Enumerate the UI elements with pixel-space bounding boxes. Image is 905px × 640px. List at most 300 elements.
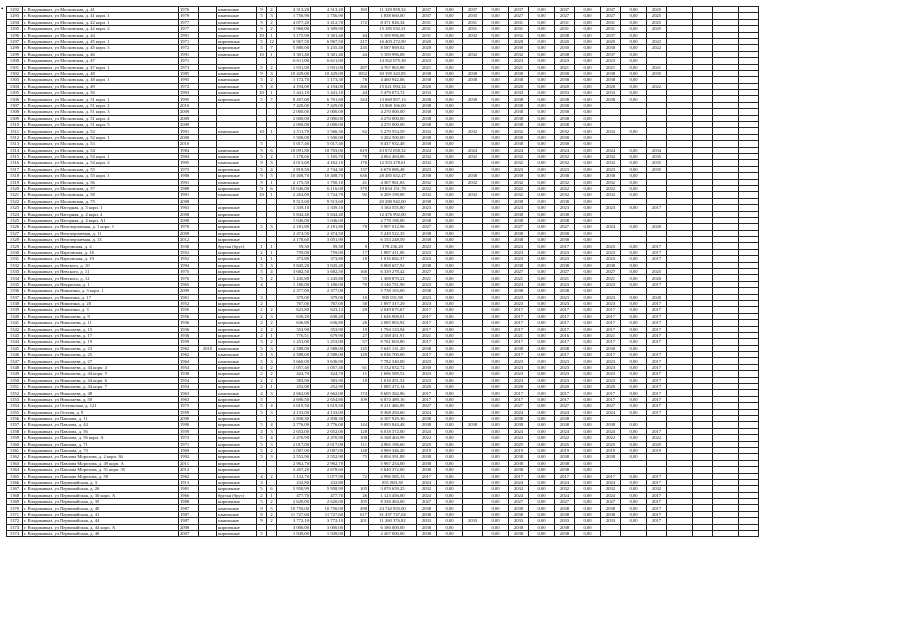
estimated-cost-cell: 1 897 317,29 — [369, 300, 417, 306]
cost-cell: 0,00 — [437, 179, 463, 185]
cost-cell: 0,00 — [483, 102, 509, 108]
address-cell: г. Владикавказ, ул Николаева, д. 27 — [23, 358, 179, 364]
repair-year-cell: 2017 — [417, 390, 437, 396]
floors-cell: 2 — [257, 384, 267, 390]
living-area-cell: 2 962,70 — [311, 460, 345, 466]
cost-cell: 0,00 — [483, 416, 509, 422]
living-area-cell: 3 051,90 — [311, 237, 345, 243]
wall-material-cell: кирпичные — [217, 447, 257, 453]
cost-cell: 0,00 — [529, 377, 555, 383]
cost-cell: 0,00 — [575, 403, 601, 409]
repair-year-cell: 2038 — [601, 96, 621, 102]
repair-year-cell: 2021 — [417, 332, 437, 338]
estimated-cost-cell: 15 868 166,00 — [369, 102, 417, 108]
cost-cell: 0,00 — [483, 435, 509, 441]
residents-cell: 108 — [351, 435, 369, 441]
repair-year-cell: 2021 — [555, 275, 575, 281]
wall-material-cell: панельные — [217, 26, 257, 32]
repair-year-cell: 2017 — [555, 390, 575, 396]
cost-cell: 0,00 — [437, 32, 463, 38]
cost-cell: 0,00 — [483, 115, 509, 121]
cost-cell: 0,00 — [621, 454, 647, 460]
build-year-cell: 1959 — [179, 428, 199, 434]
address-cell: г. Владикавказ, ул Николаева, д. 44 корп. 4 — [23, 364, 179, 370]
cost-cell: 0,00 — [575, 320, 601, 326]
entrances-cell: 1 — [267, 192, 277, 198]
floors-cell: 4 — [257, 281, 267, 287]
row-number-cell: 1371 — [7, 511, 23, 517]
estimated-cost-cell: 3 146 751,90 — [369, 281, 417, 287]
cost-cell: 0,00 — [529, 237, 555, 243]
reconstruction-year-cell: 2010 — [199, 345, 217, 351]
repair-year-cell: 2017 — [555, 307, 575, 313]
repair-year-cell: 2027 — [601, 269, 621, 275]
estimated-cost-cell: 6 036 700,00 — [369, 352, 417, 358]
living-area-cell: 3 309,90 — [311, 26, 345, 32]
cost-cell: 0,00 — [621, 377, 647, 383]
build-year-cell: 1971 — [179, 58, 199, 64]
repair-year-cell: 2038 — [555, 454, 575, 460]
cost-cell: 0,00 — [621, 384, 647, 390]
total-area-cell: 1 949,00 — [277, 531, 311, 537]
cost-cell: 0,00 — [621, 38, 647, 44]
estimated-cost-cell: 1 085 472,14 — [369, 384, 417, 390]
repair-year-cell: 2017 — [647, 249, 667, 255]
repair-year-cell: 2017 — [509, 390, 529, 396]
estimated-cost-cell: 4 270 000,00 — [369, 109, 417, 115]
wall-material-cell: кирпичные — [217, 320, 257, 326]
cost-cell: 0,00 — [437, 243, 463, 249]
living-area-cell: 1 724,70 — [311, 192, 345, 198]
total-area-cell: 2 511,70 — [277, 128, 311, 134]
address-cell: г. Владикавказ, ул Московская, д. 41 — [23, 7, 179, 13]
repair-year-cell: 2038 — [509, 454, 529, 460]
living-area-cell: 1 253,00 — [311, 339, 345, 345]
build-year-cell: 1973 — [179, 64, 199, 70]
repair-year-cell: 2023 — [555, 249, 575, 255]
build-year-cell: 1971 — [179, 38, 199, 44]
repair-year-cell: 2023 — [509, 166, 529, 172]
address-cell: г. Владикавказ, ул Николаева, д. 25 — [23, 352, 179, 358]
entrances-cell: 7 — [267, 96, 277, 102]
repair-year-cell: 2017 — [601, 473, 621, 479]
total-area-cell: 1 172,70 — [277, 77, 311, 83]
cost-cell: 0,00 — [575, 390, 601, 396]
row-number-cell: 1367 — [7, 486, 23, 492]
estimated-cost-cell: 7 782 340,00 — [369, 358, 417, 364]
residents-cell: 62 — [351, 128, 369, 134]
repair-year-cell: 2027 — [555, 403, 575, 409]
residents-cell: 44 — [351, 51, 369, 57]
build-year-cell: 1956 — [179, 313, 199, 319]
entrances-cell: 6 — [267, 185, 277, 191]
cost-cell: 0,00 — [437, 185, 463, 191]
address-cell: г. Владикавказ, ул Николаева, д. 44 корп. 5 — [23, 371, 179, 377]
floors-cell: 5 — [257, 45, 267, 51]
repair-year-cell: 2017 — [647, 384, 667, 390]
floors-cell: 4 — [257, 473, 267, 479]
repair-year-cell: 2038 — [417, 173, 437, 179]
floors-cell: 2 — [257, 249, 267, 255]
repair-year-cell: 2032 — [555, 128, 575, 134]
total-area-cell: 2 377,00 — [277, 288, 311, 294]
repair-year-cell: 2031 — [509, 26, 529, 32]
cost-cell: 0,00 — [437, 269, 463, 275]
total-area-cell: 6 967,50 — [277, 38, 311, 44]
total-area-cell: 3 682,50 — [277, 269, 311, 275]
repair-year-cell: 2023 — [601, 377, 621, 383]
repair-year-cell: 2038 — [417, 230, 437, 236]
cost-cell: 0,00 — [621, 364, 647, 370]
repair-year-cell: 2017 — [647, 390, 667, 396]
repair-year-cell: 2023 — [555, 371, 575, 377]
residents-cell: 26 — [351, 492, 369, 498]
living-area-cell: 252,90 — [311, 384, 345, 390]
residents-cell: 128 — [351, 428, 369, 434]
estimated-cost-cell: 6 004 391,88 — [369, 454, 417, 460]
repair-year-cell: 2024 — [555, 409, 575, 415]
repair-year-cell: 2023 — [601, 249, 621, 255]
row-number-cell: 1326 — [7, 224, 23, 230]
cost-cell: 0,00 — [437, 281, 463, 287]
address-cell: г. Владикавказ, ул Неисчерпаемая, д. 13 — [23, 237, 179, 243]
address-cell: г. Владикавказ, ул Первомайская, д. 3 — [23, 479, 179, 485]
cost-cell: 0,00 — [529, 192, 555, 198]
cost-cell: 0,00 — [575, 300, 601, 306]
row-number-cell: 1338 — [7, 300, 23, 306]
total-area-cell: 3 660,00 — [277, 358, 311, 364]
cost-cell: 0,00 — [437, 83, 463, 89]
living-area-cell: 1 931,00 — [311, 64, 345, 70]
row-number-cell: 1312 — [7, 134, 23, 140]
repair-year-cell: 2023 — [555, 364, 575, 370]
cost-cell: 0,00 — [529, 173, 555, 179]
cost-cell: 0,00 — [529, 371, 555, 377]
cost-cell: 0,00 — [483, 396, 509, 402]
address-cell: г. Владикавказ, ул Московская, д. 42 корп. 2 — [23, 26, 179, 32]
cost-cell: 0,00 — [621, 326, 647, 332]
repair-year-cell: 2032 — [601, 128, 621, 134]
repair-year-cell: 2017 — [417, 339, 437, 345]
wall-material-cell: кирпичные — [217, 230, 257, 236]
repair-year-cell: 2038 — [417, 416, 437, 422]
entrances-cell: 3 — [267, 313, 277, 319]
cost-cell: 0,00 — [575, 122, 601, 128]
build-year-cell: 1990 — [179, 422, 199, 428]
residents-cell: 174 — [351, 390, 369, 396]
total-area-cell: 2 776,00 — [277, 422, 311, 428]
repair-year-cell: 2017 — [647, 313, 667, 319]
entrances-cell: 3 — [267, 70, 277, 76]
repair-year-cell: 2037 — [417, 7, 437, 13]
floors-cell: 5 — [257, 345, 267, 351]
cost-cell: 0,00 — [483, 511, 509, 517]
cost-cell: 0,00 — [529, 467, 555, 473]
residents-cell: 72 — [351, 473, 369, 479]
repair-year-cell: 2017 — [647, 364, 667, 370]
wall-material-cell: кирпичные — [217, 166, 257, 172]
residents-cell: 109 — [351, 396, 369, 402]
row-number-cell: 1328 — [7, 237, 23, 243]
repair-year-cell: 2017 — [647, 243, 667, 249]
row-number-cell: 1293 — [7, 13, 23, 19]
living-area-cell: 373,80 — [311, 256, 345, 262]
repair-year-cell: 2023 — [417, 377, 437, 383]
repair-year-cell: 2038 — [417, 511, 437, 517]
estimated-cost-cell: 6 209 199,88 — [369, 192, 417, 198]
build-year-cell: 2011 — [179, 460, 199, 466]
estimated-cost-cell: 6 605 362,86 — [369, 390, 417, 396]
estimated-cost-cell: 5 249 522,35 — [369, 230, 417, 236]
repair-year-cell: 2032 — [509, 32, 529, 38]
cost-cell: 0,00 — [529, 499, 555, 505]
repair-year-cell: 2032 — [417, 192, 437, 198]
cost-cell: 0,00 — [529, 58, 555, 64]
wall-material-cell: кирпичные — [217, 262, 257, 268]
cost-cell: 0,00 — [529, 441, 555, 447]
repair-year-cell: 2032 — [555, 153, 575, 159]
repair-year-cell: 2019 — [509, 447, 529, 453]
repair-year-cell: 2021 — [647, 64, 667, 70]
entrances-cell: 2 — [267, 19, 277, 25]
cost-cell: 0,00 — [483, 243, 509, 249]
address-cell: г. Владикавказ, ул Московская, д. 51 корп. 4 — [23, 115, 179, 121]
living-area-cell: 636,80 — [311, 320, 345, 326]
repair-year-cell: 2023 — [555, 58, 575, 64]
cost-cell: 0,00 — [437, 332, 463, 338]
cost-cell: 0,00 — [529, 364, 555, 370]
repair-year-cell: 2017 — [417, 352, 437, 358]
repair-year-cell: 2038 — [509, 198, 529, 204]
repair-year-cell: 2019 — [555, 447, 575, 453]
repair-year-cell: 2023 — [417, 294, 437, 300]
wall-material-cell: кирпичные — [217, 281, 257, 287]
repair-year-cell: 2027 — [555, 269, 575, 275]
repair-year-cell: 2038 — [509, 122, 529, 128]
total-area-cell: 1 339,10 — [277, 205, 311, 211]
repair-year-cell: 2035 — [647, 160, 667, 166]
cost-cell: 0,00 — [483, 153, 509, 159]
build-year-cell: 1952 — [179, 249, 199, 255]
entrances-cell: 3 — [267, 441, 277, 447]
row-number-cell: 1327 — [7, 230, 23, 236]
entrances-cell: 1 — [267, 249, 277, 255]
repair-year-cell: 2038 — [555, 524, 575, 530]
repair-year-cell: 2024 — [509, 409, 529, 415]
address-cell: г. Владикавказ, ул Московская, д. 56 — [23, 179, 179, 185]
estimated-cost-cell: 11 260 376,82 — [369, 518, 417, 524]
floors-cell: 10 — [257, 128, 267, 134]
repair-year-cell: 2038 — [601, 262, 621, 268]
floors-cell: 5 — [257, 64, 267, 70]
repair-year-cell: 2017 — [601, 313, 621, 319]
build-year-cell: 1995 — [179, 160, 199, 166]
floors-cell: 9 — [257, 511, 267, 517]
residents-cell: 148 — [351, 447, 369, 453]
address-cell: г. Владикавказ, ул Первомайская, д. 44 — [23, 518, 179, 524]
entrances-cell: 4 — [267, 83, 277, 89]
cost-cell: 0,00 — [483, 147, 509, 153]
cost-cell: 0,00 — [437, 77, 463, 83]
residents-cell: 166 — [351, 269, 369, 275]
cost-cell: 0,00 — [483, 45, 509, 51]
cost-cell: 0,00 — [529, 38, 555, 44]
total-area-cell: 4 077,20 — [277, 19, 311, 25]
row-number-cell: 1319 — [7, 179, 23, 185]
repair-year-cell: 2038 — [555, 422, 575, 428]
wall-material-cell: панельные — [217, 345, 257, 351]
cost-cell: 0,00 — [437, 256, 463, 262]
repair-year-cell: 2027 — [601, 13, 621, 19]
total-area-cell: 4 013,60 — [277, 160, 311, 166]
repair-year-cell: 2017 — [555, 339, 575, 345]
cost-cell: 0,00 — [621, 300, 647, 306]
repair-year-cell: 2038 — [509, 141, 529, 147]
repair-year-cell: 2027 — [509, 269, 529, 275]
entrances-cell: 2 — [267, 511, 277, 517]
cost-cell: 0,00 — [575, 262, 601, 268]
wall-material-cell: кирпичные — [217, 211, 257, 217]
repair-year-cell: 2038 — [555, 460, 575, 466]
row-number-cell: 1345 — [7, 345, 23, 351]
repair-year-cell: 2023 — [509, 281, 529, 287]
floors-cell: 5 — [257, 96, 267, 102]
cost-cell: 0,00 — [575, 281, 601, 287]
repair-year-cell: 2017 — [647, 428, 667, 434]
repair-year-cell: 2023 — [601, 58, 621, 64]
total-area-cell: 10 408,70 — [277, 173, 311, 179]
cost-cell: 0,00 — [437, 13, 463, 19]
cost-cell: 0,00 — [575, 147, 601, 153]
cost-cell: 0,00 — [437, 153, 463, 159]
cost-cell: 0,00 — [483, 447, 509, 453]
repair-year-cell: 2038 — [417, 505, 437, 511]
cost-cell: 0,00 — [575, 19, 601, 25]
living-area-cell: 3 619,50 — [311, 403, 345, 409]
estimated-cost-cell: 20 280 942,00 — [369, 198, 417, 204]
repair-year-cell: 2024 — [509, 147, 529, 153]
register-table-container — [6, 6, 759, 537]
floors-cell: 5 — [257, 396, 267, 402]
repair-year-cell: 2025 — [647, 19, 667, 25]
address-cell: г. Владикавказ, ул Нагорная, д. 4 корп. А1 — [23, 217, 179, 223]
wall-material-cell: панельные — [217, 153, 257, 159]
cost-cell: 0,00 — [437, 26, 463, 32]
estimated-cost-cell: 4 270 000,00 — [369, 122, 417, 128]
wall-material-cell: панельные — [217, 390, 257, 396]
cost-cell: 0,00 — [575, 326, 601, 332]
repair-year-cell: 2020 — [647, 275, 667, 281]
repair-year-cell: 2017 — [647, 396, 667, 402]
entrances-cell: 2 — [267, 377, 277, 383]
repair-year-cell: 2021 — [509, 64, 529, 70]
cost-cell: 0,00 — [483, 473, 509, 479]
repair-year-cell: 2022 — [555, 185, 575, 191]
repair-year-cell: 2038 — [417, 237, 437, 243]
cost-cell: 0,00 — [621, 403, 647, 409]
row-number-cell: 1350 — [7, 377, 23, 383]
cost-cell: 0,00 — [437, 531, 463, 537]
repair-year-cell: 2017 — [601, 339, 621, 345]
wall-material-cell: панельные — [217, 147, 257, 153]
address-cell: г. Владикавказ, ул Павлова, д. 11 — [23, 416, 179, 422]
wall-material-cell: панельные — [217, 179, 257, 185]
residents-cell: 78 — [351, 153, 369, 159]
row-number-cell: 1317 — [7, 166, 23, 172]
entrances-cell: 3 — [267, 358, 277, 364]
repair-year-cell: 2027 — [509, 224, 529, 230]
total-area-cell: 2 588,00 — [277, 352, 311, 358]
address-cell: г. Владикавказ, ул Павлова Морозова, д. 51 корп. 35 — [23, 467, 179, 473]
repair-year-cell: 2027 — [555, 224, 575, 230]
row-number-cell: 1341 — [7, 320, 23, 326]
entrances-cell: 3 — [267, 428, 277, 434]
entrances-cell: 1 — [267, 492, 277, 498]
repair-year-cell: 2038 — [555, 511, 575, 517]
repair-year-cell: 2038 — [601, 422, 621, 428]
repair-year-cell: 2023 — [601, 256, 621, 262]
repair-year-cell: 2032 — [463, 179, 483, 185]
repair-year-cell: 2032 — [601, 179, 621, 185]
repair-year-cell: 2038 — [555, 122, 575, 128]
total-area-cell: 10 429,00 — [277, 70, 311, 76]
row-number-cell: 1340 — [7, 313, 23, 319]
cost-cell: 0,00 — [483, 486, 509, 492]
repair-year-cell: 2024 — [555, 147, 575, 153]
entrances-cell: 2 — [267, 371, 277, 377]
estimated-cost-cell: 2 778 188,00 — [369, 217, 417, 223]
repair-year-cell: 2021 — [509, 332, 529, 338]
living-area-cell: 2 678,60 — [311, 467, 345, 473]
row-number-cell: 1305 — [7, 90, 23, 96]
cost-cell: 0,00 — [621, 19, 647, 25]
cost-cell: 0,00 — [437, 192, 463, 198]
cost-cell: 0,00 — [483, 109, 509, 115]
repair-year-cell: 2038 — [417, 211, 437, 217]
residents-cell: 125 — [351, 345, 369, 351]
floors-cell: 1 — [257, 243, 267, 249]
total-area-cell: 2 264,00 — [277, 192, 311, 198]
wall-material-cell: кирпичные — [217, 256, 257, 262]
address-cell: г. Владикавказ, ул Московская, д. 42 корп. 1 — [23, 19, 179, 25]
repair-year-cell: 2032 — [509, 160, 529, 166]
entrances-cell: 5 — [267, 173, 277, 179]
cost-cell: 0,00 — [437, 518, 463, 524]
wall-material-cell: кирпичные — [217, 460, 257, 466]
cost-cell: 0,00 — [437, 524, 463, 530]
repair-year-cell: 2023 — [509, 358, 529, 364]
build-year-cell: 1972 — [179, 45, 199, 51]
floors-cell: 5 — [257, 13, 267, 19]
repair-year-cell: 2017 — [647, 377, 667, 383]
estimated-cost-cell: 14 562 075,38 — [369, 58, 417, 64]
wall-material-cell: панельные — [217, 51, 257, 57]
address-cell: г. Владикавказ, ул Первомайская, д. 35 — [23, 499, 179, 505]
cost-cell: 0,00 — [529, 428, 555, 434]
cost-cell: 0,00 — [575, 505, 601, 511]
row-number-cell: 1315 — [7, 153, 23, 159]
cost-cell: 0,00 — [529, 435, 555, 441]
estimated-cost-cell: 2 085 063,92 — [369, 320, 417, 326]
wall-material-cell: брусья (брус) — [217, 492, 257, 498]
repair-year-cell: 2038 — [555, 262, 575, 268]
cost-cell: 0,00 — [529, 19, 555, 25]
repair-year-cell: 2023 — [601, 358, 621, 364]
row-number-cell: 1355 — [7, 409, 23, 415]
build-year-cell: 1963 — [179, 390, 199, 396]
repair-year-cell: 2017 — [601, 307, 621, 313]
repair-year-cell: 2022 — [509, 185, 529, 191]
